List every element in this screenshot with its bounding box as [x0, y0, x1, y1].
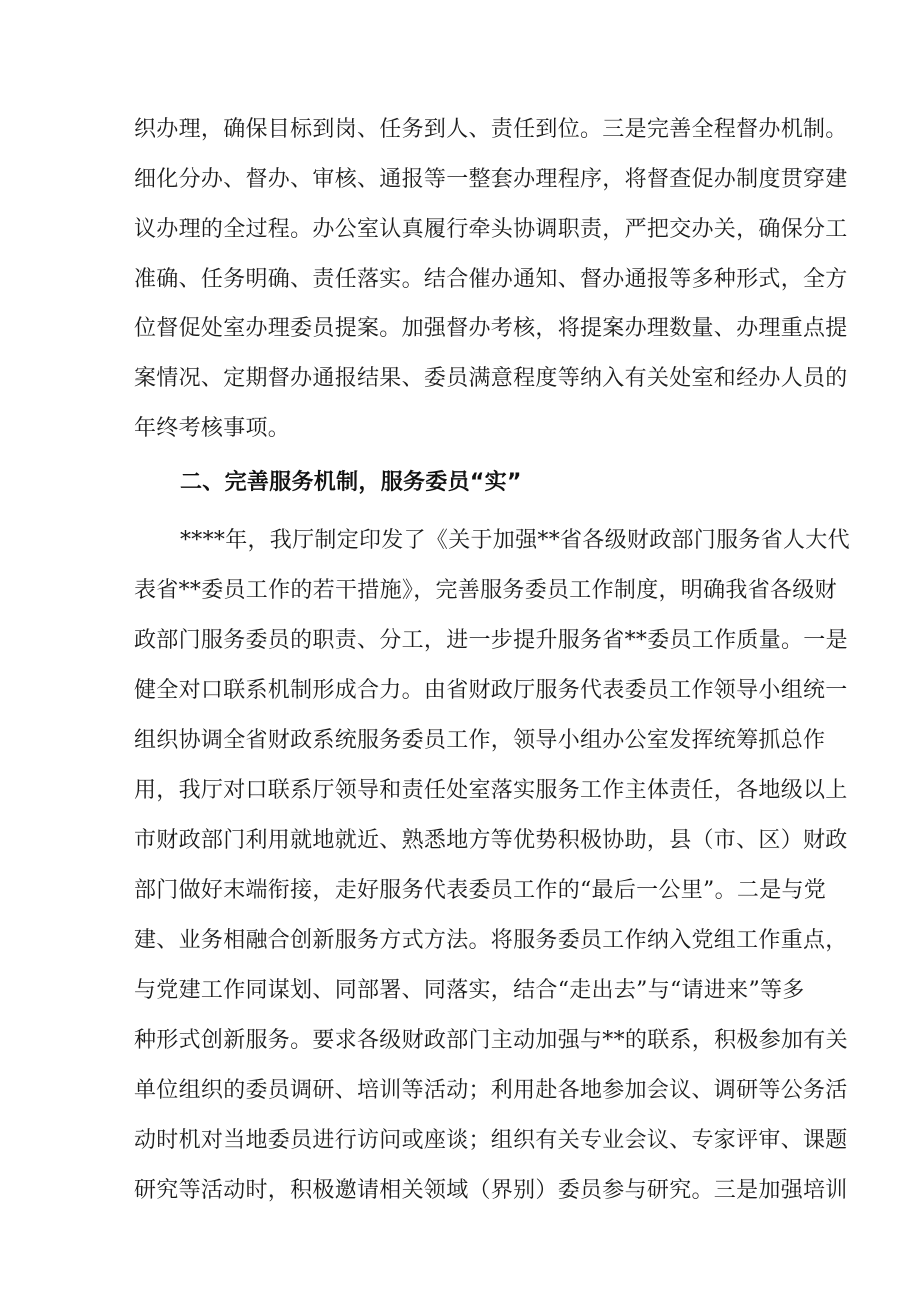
paragraph-2-line-13: 动时机对当地委员进行访问或座谈；组织有关专业会议、专家评审、课题	[134, 1128, 848, 1153]
paragraph-1-line-6: 案情况、定期督办通报结果、委员满意程度等纳入有关处室和经办人员的	[134, 366, 848, 391]
paragraph-2-line-11: 种形式创新服务。要求各级财政部门主动加强与**的联系，积极参加有关	[134, 1028, 848, 1053]
paragraph-2-line-12: 单位组织的委员调研、培训等活动；利用赴各地参加会议、调研等公务活	[134, 1078, 848, 1103]
paragraph-2-line-5: 组织协调全省财政系统服务委员工作，领导小组办公室发挥统筹抓总作	[134, 728, 826, 753]
section-heading: 二、完善服务机制，服务委员“实”	[180, 470, 522, 495]
paragraph-2-line-1: ****年，我厅制定印发了《关于加强**省各级财政部门服务省人大代	[180, 528, 850, 553]
paragraph-2-line-9: 建、业务相融合创新服务方式方法。将服务委员工作纳入党组工作重点，	[134, 928, 848, 953]
paragraph-1-line-2: 细化分办、督办、审核、通报等一整套办理程序，将督查促办制度贯穿建	[134, 167, 848, 192]
paragraph-2-line-10: 与党建工作同谋划、同部署、同落实，结合“走出去”与“请进来”等多	[134, 978, 805, 1003]
paragraph-1-line-5: 位督促处室办理委员提案。加强督办考核，将提案办理数量、办理重点提	[134, 316, 848, 341]
paragraph-2-line-2: 表省**委员工作的若干措施》，完善服务委员工作制度，明确我省各级财	[134, 578, 837, 603]
paragraph-1-line-7: 年终考核事项。	[134, 416, 291, 441]
paragraph-1-line-3: 议办理的全过程。办公室认真履行牵头协调职责，严把交办关，确保分工	[134, 217, 848, 242]
paragraph-2-line-7: 市财政部门利用就地就近、熟悉地方等优势积极协助，县（市、区）财政	[134, 828, 848, 853]
paragraph-2-line-4: 健全对口联系机制形成合力。由省财政厅服务代表委员工作领导小组统一	[134, 678, 848, 703]
paragraph-2-line-8: 部门做好末端衔接，走好服务代表委员工作的“最后一公里”。二是与党	[134, 878, 827, 903]
paragraph-2-line-14: 研究等活动时，积极邀请相关领域（界别）委员参与研究。三是加强培训	[134, 1178, 848, 1203]
paragraph-1-line-4: 准确、任务明确、责任落实。结合催办通知、督办通报等多种形式，全方	[134, 267, 848, 292]
paragraph-2-line-3: 政部门服务委员的职责、分工，进一步提升服务省**委员工作质量。一是	[134, 628, 848, 653]
paragraph-2-line-6: 用，我厅对口联系厅领导和责任处室落实服务工作主体责任，各地级以上	[134, 778, 848, 803]
paragraph-1-line-1: 织办理，确保目标到岗、任务到人、责任到位。三是完善全程督办机制。	[134, 117, 848, 142]
